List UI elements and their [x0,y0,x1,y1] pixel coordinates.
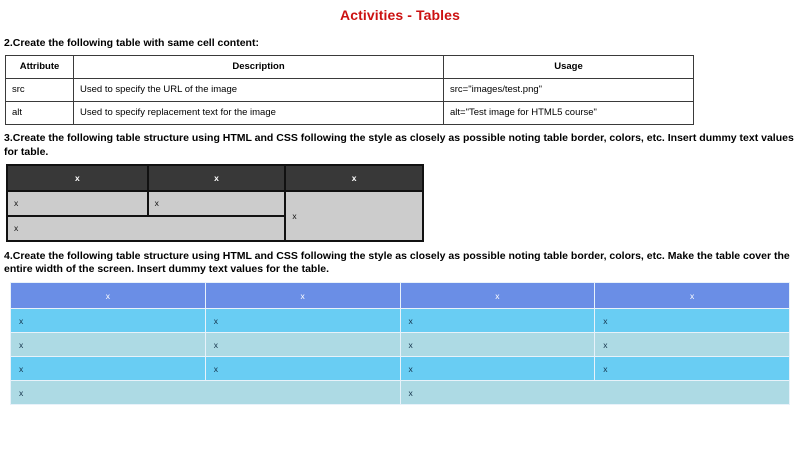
dark-table-header-cell: x [148,165,286,191]
dark-table-colspan-cell: x [7,216,285,241]
blue-table-header-cell: x [205,283,400,309]
attribute-table-header-cell: Usage [444,55,694,78]
blue-table-header-cell: x [11,283,206,309]
blue-table-cell: x [595,333,790,357]
blue-table-cell: x [595,309,790,333]
table-row [11,381,790,405]
table-row [11,309,790,333]
table-row [6,78,694,101]
blue-table-cell: x [11,309,206,333]
dark-table-header-cell: x [7,165,148,191]
attribute-description-cell: Used to specify replacement text for the image [74,101,444,124]
blue-table-header-cell: x [400,283,595,309]
blue-table-header-row [11,283,790,309]
dark-table-cell: x [7,191,148,216]
table-row [7,191,423,216]
instruction-item-2: 2.Create the following table with same cell content: [4,37,259,49]
page-title: Activities - Tables [340,7,460,23]
instruction-item-4: 4.Create the following table structure using HTML and CSS following the style as closely as possible noting table border, colors, etc. Make the table cover the entire width of the screen. Insert dummy text values for the table. [4,249,790,276]
dark-table-rowspan-cell: x [285,191,423,241]
blue-table-cell: x [205,333,400,357]
blue-table-cell: x [205,309,400,333]
blue-table-cell: x [205,357,400,381]
blue-table-cell: x [11,333,206,357]
instruction-item-3: 3.Create the following table structure using HTML and CSS following the style as closely as possible noting table border, colors, etc. Insert dummy text values for table. [4,131,794,158]
blue-full-width-table [10,282,790,405]
attribute-name-cell: src [6,78,74,101]
blue-table-colspan-cell: x [11,381,401,405]
attribute-table-header-cell: Description [74,55,444,78]
table-row [11,333,790,357]
blue-table-cell: x [595,357,790,381]
blue-table-cell: x [400,333,595,357]
dark-structure-table [6,164,424,242]
table-row [6,101,694,124]
dark-table-header-row [7,165,423,191]
blue-table-cell: x [400,357,595,381]
blue-table-cell: x [11,357,206,381]
attribute-usage-cell: src="images/test.png" [444,78,694,101]
attribute-table-header-cell: Attribute [6,55,74,78]
attribute-table-header-row [6,55,694,78]
attribute-usage-cell: alt="Test image for HTML5 course" [444,101,694,124]
blue-table-colspan-cell: x [400,381,790,405]
page-root [0,7,800,457]
blue-table-cell: x [400,309,595,333]
dark-table-cell: x [148,191,286,216]
attribute-table [5,55,694,125]
attribute-description-cell: Used to specify the URL of the image [74,78,444,101]
attribute-name-cell: alt [6,101,74,124]
blue-table-header-cell: x [595,283,790,309]
table-row [11,357,790,381]
dark-table-header-cell: x [285,165,423,191]
